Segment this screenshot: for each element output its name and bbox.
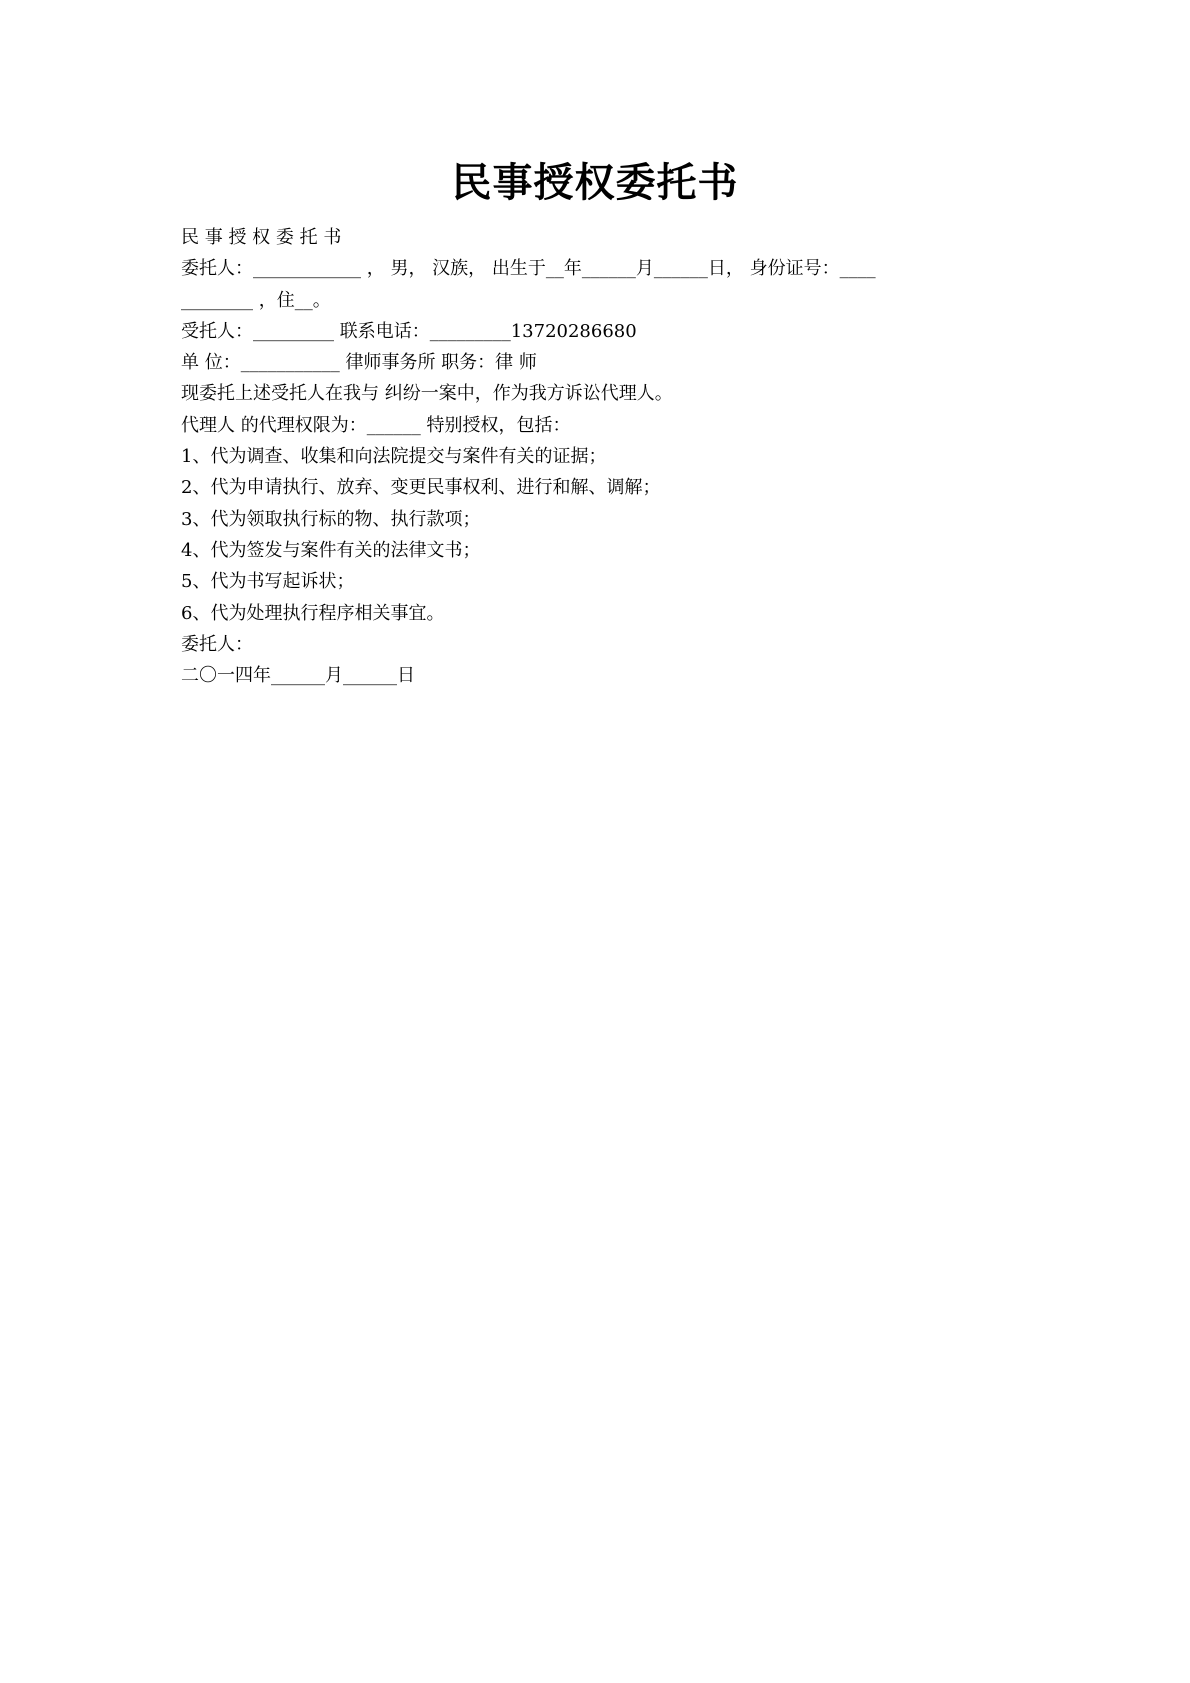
- authority-item: 1、代为调查、收集和向法院提交与案件有关的证据；: [181, 446, 607, 468]
- authority-item: 4、代为签发与案件有关的法律文书；: [181, 539, 481, 561]
- agent-line: 受托人：_________ 联系电话：_________13720286680: [181, 320, 637, 342]
- principal-line-cont: ________ ，住__。: [181, 289, 331, 311]
- subtitle-line: 民 事 授 权 委 托 书: [181, 227, 342, 248]
- principal-line: 委托人：____________ ， 男， 汉族， 出生于__年______月______日， 身份证号：____: [181, 258, 876, 280]
- date-line: 二〇一四年______月______日: [181, 665, 415, 687]
- authority-item: 2、代为申请执行、放弃、变更民事权利、进行和解、调解；: [181, 477, 661, 499]
- signature-label: 委托人：: [181, 633, 253, 655]
- entrust-statement: 现委托上述受托人在我与 纠纷一案中，作为我方诉讼代理人。: [181, 383, 673, 405]
- authority-item: 5、代为书写起诉状；: [181, 571, 355, 593]
- document-title: 民事授权委托书: [451, 160, 739, 206]
- authority-scope: 代理人 的代理权限为：______ 特别授权，包括：: [181, 414, 571, 436]
- unit-line: 单 位：___________ 律师事务所 职务：律 师: [181, 352, 537, 374]
- authority-item: 3、代为领取执行标的物、执行款项；: [181, 508, 481, 530]
- authority-item: 6、代为处理执行程序相关事宜。: [181, 602, 445, 624]
- document-body: [181, 222, 1041, 691]
